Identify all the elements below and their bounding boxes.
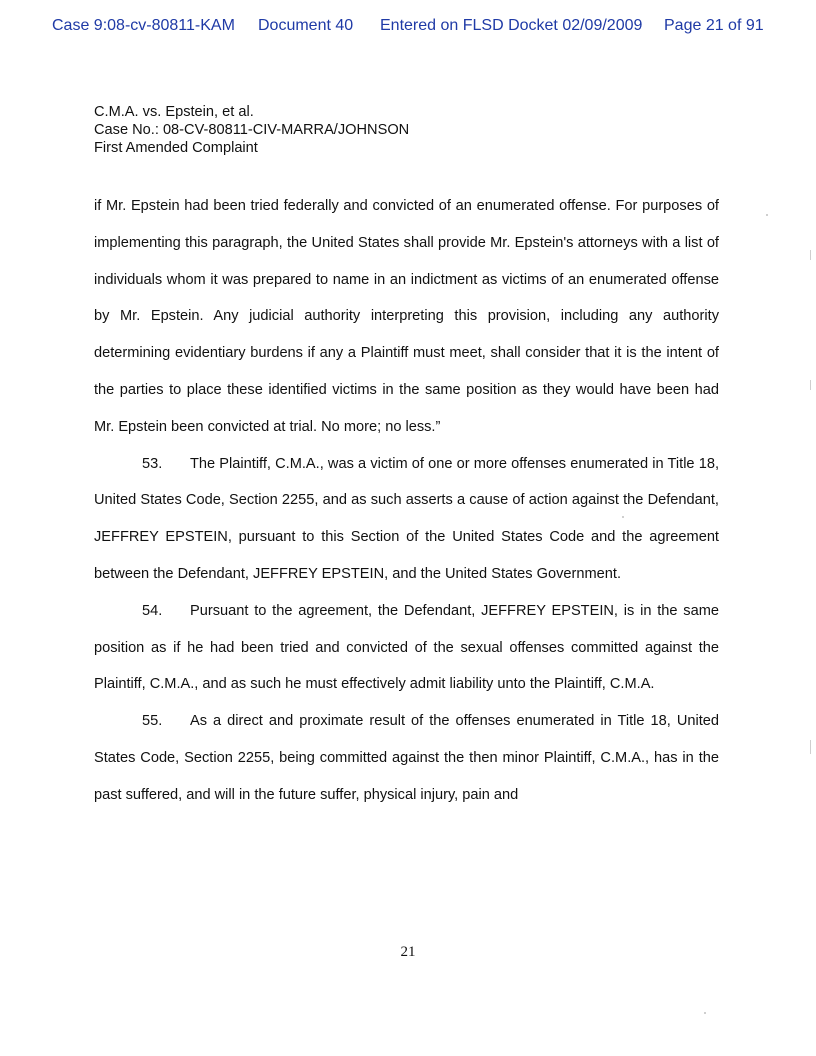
scan-speck <box>810 250 811 260</box>
paragraph-text: As a direct and proximate result of the offenses enumerated in Title 18, United States Code, Section 2255, being committed against the then minor Plaintiff, C.M.A., has in the past suffered, and will in the future suffer, physical injury, pain and <box>94 713 719 803</box>
complaint-body <box>94 188 719 814</box>
paragraph-text: The Plaintiff, C.M.A., was a victim of one or more offenses enumerated in Title 18, United States Code, Section 2255, and as such asserts a cause of action against the Defendant, JEFFREY EPSTEIN, pursuant to this Section of the United States Code and the agreement between the Defendant, JEFFREY EPSTEIN, and the United States Government. <box>94 455 719 582</box>
docket-entry-date: Entered on FLSD Docket 02/09/2009 <box>380 17 643 34</box>
paragraph-number: 55. <box>142 713 163 730</box>
paragraph-number: 54. <box>142 602 163 619</box>
scan-speck <box>622 516 624 518</box>
continued-paragraph: if Mr. Epstein had been tried federally and convicted of an enumerated offense. For purposes of implementing this paragraph, the United States shall provide Mr. Epstein's attorneys with a list of individuals whom it was prepared to name in an indictment as victims of an enumerated offense by Mr. Epstein. Any judicial authority interpreting this provision, including any authority determining evidentiary burdens if any a Plaintiff must meet, shall consider that it is the intent of the parties to place these identified victims in the same position as they would have been had Mr. Epstein been convicted at trial. No more; no less.” <box>94 198 719 435</box>
paragraph-54 <box>94 593 719 703</box>
paragraph-number: 53. <box>142 455 163 472</box>
document-number: Document 40 <box>258 17 354 34</box>
caption-case-no: Case No.: 08-CV-80811-CIV-MARRA/JOHNSON <box>94 122 410 138</box>
paragraph-text: Pursuant to the agreement, the Defendant, JEFFREY EPSTEIN, is in the same position as if he had been tried and convicted of the sexual offenses committed against the Plaintiff, C.M.A., and as such he must effectively admit liability unto the Plaintiff, C.M.A. <box>94 602 719 693</box>
case-number: Case 9:08-cv-80811-KAM <box>52 17 235 34</box>
page-of-total: Page 21 of 91 <box>664 17 764 34</box>
paragraph-55 <box>94 703 719 813</box>
caption-doc-title: First Amended Complaint <box>94 140 258 156</box>
page-number: 21 <box>400 944 416 960</box>
scan-speck <box>766 214 768 216</box>
scan-speck <box>704 1012 706 1014</box>
caption-parties: C.M.A. vs. Epstein, et al. <box>94 104 254 120</box>
scan-speck <box>810 740 811 754</box>
case-caption <box>94 103 409 157</box>
scan-speck <box>810 380 811 390</box>
paragraph-53 <box>94 446 719 593</box>
